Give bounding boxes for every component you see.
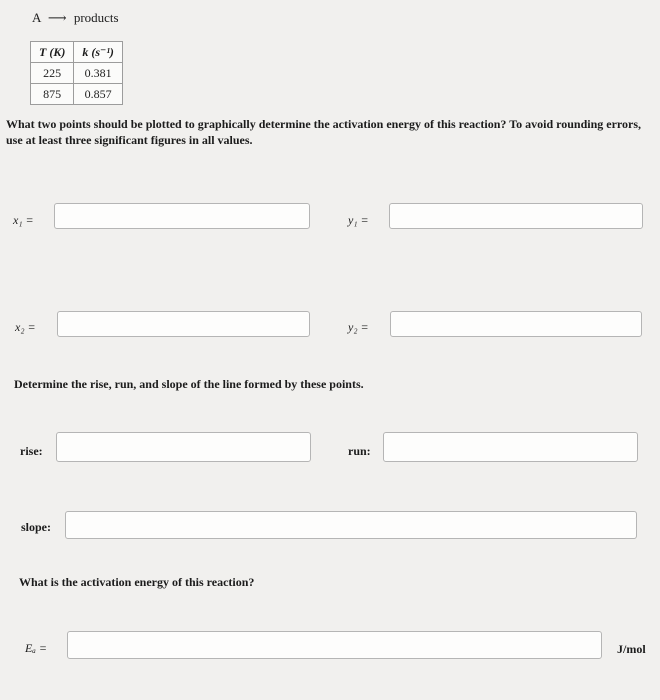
question-rise-run: Determine the rise, run, and slope of the line formed by these points. [14, 377, 364, 391]
slope-input[interactable] [65, 511, 637, 539]
table-row [31, 84, 123, 105]
reaction-equation [32, 10, 119, 26]
table-cell: 225 [31, 63, 74, 84]
unit-label: J/mol [617, 642, 646, 656]
run-label: run: [348, 444, 371, 458]
y1-label: y₁ = [348, 213, 369, 227]
x1-input[interactable] [54, 203, 310, 229]
table-header-row [31, 42, 123, 63]
rate-constant-table [30, 41, 123, 105]
table-row [31, 63, 123, 84]
reaction-arrow: ⟶ [47, 10, 67, 25]
table-cell: 0.857 [74, 84, 123, 105]
question-activation-energy: What is the activation energy of this reaction? [19, 575, 255, 589]
table-cell: 0.381 [74, 63, 123, 84]
x2-input[interactable] [57, 311, 310, 337]
rise-label: rise: [20, 444, 43, 458]
ea-label: Eₐ = [25, 641, 47, 655]
rise-input[interactable] [56, 432, 311, 462]
product: products [73, 10, 119, 25]
y1-input[interactable] [389, 203, 643, 229]
x2-label: x₂ = [15, 320, 36, 334]
run-input[interactable] [383, 432, 638, 462]
activation-energy-input[interactable] [67, 631, 602, 659]
slope-label: slope: [21, 520, 51, 534]
y2-label: y₂ = [348, 320, 369, 334]
y2-input[interactable] [390, 311, 642, 337]
header-rate-constant: k (s⁻¹) [74, 42, 123, 63]
header-temperature: T (K) [31, 42, 74, 63]
table-cell: 875 [31, 84, 74, 105]
question-points: What two points should be plotted to graphically determine the activation energy of this reaction? To avoid rounding errors, use at least three significant figures in all values. [6, 117, 642, 147]
reactant: A [32, 10, 41, 25]
x1-label: x₁ = [13, 213, 34, 227]
